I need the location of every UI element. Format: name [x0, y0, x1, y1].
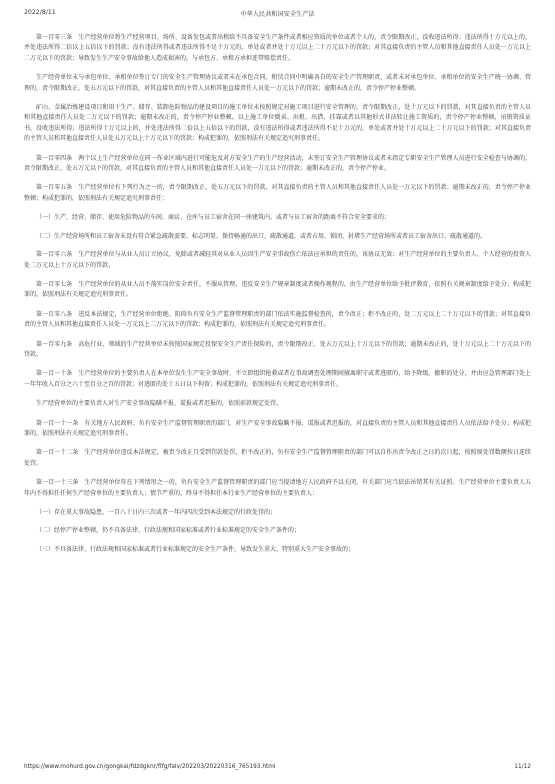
article-103-para-3: 矿山、金属冶炼建设项目和用于生产、储存、装卸危险物品的建设项目的施工单位未按照规定对施工项目进行安全管理的，责令限期改正，处十万元以下的罚款，对其直接负责的主管人员和其他直接责任人员处二万元以下的罚款；逾期未改正的，责令停产停业整顿。以上施工单位倒卖、出租、出借、挂靠或者以其他形式非法转让施工资质的，责令停产停业整顿，吊销资质证书，没收违法所得；违法所得十万元以上的，并处违法所得二倍以上五倍以下的罚款，没有违法所得或者违法所得不足十万元的，单处或者并处十万元以上二十万元以下的罚款；对其直接负责的主管人员和其他直接责任人员处五万元以上十万元以下的罚款；构成犯罪的，依照刑法有关规定追究刑事责任。 [24, 104, 531, 143]
page-footer [24, 764, 531, 776]
article-109: 第一百零九条 高危行业、领域的生产经营单位未按照国家规定投保安全生产责任保险的，责令限期改正，处五万元以上十万元以下的罚款；逾期未改正的，处十万元以上二十万元以下的罚款。 [24, 340, 531, 358]
article-105-item-1: （一）生产、经营、储存、使用危险物品的车间、商店、仓库与员工宿舍在同一座建筑内，或者与员工宿舍的距离不符合安全要求的； [36, 214, 391, 222]
article-107: 第一百零七条 生产经营单位的从业人员不落实岗位安全责任，不服从管理，违反安全生产规章制度或者操作规程的，由生产经营单位给予批评教育，依照有关规章制度给予处分；构成犯罪的，依照刑法有关规定追究刑事责任。 [24, 280, 531, 299]
article-110-para-2: 生产经营单位的主要负责人对生产安全事故隐瞒不报、谎报或者迟报的，依照前款规定处罚。 [36, 400, 283, 408]
article-111: 第一百一十一条 有关地方人民政府、负有安全生产监督管理职责的部门，对生产安全事故隐瞒不报、谎报或者迟报的，对直接负责的主管人员和其他直接责任人员依法给予处分；构成犯罪的，依照刑法有关规定追究刑事责任。 [24, 419, 531, 437]
page-number: 11/12 [514, 764, 531, 770]
document-body [24, 33, 531, 563]
source-url: https://www.mohurd.gov.cn/gongkai/fdzdgknr/flfg/falv/202203/20220316_765193.html [24, 764, 276, 770]
article-113-item-2: （二）经停产停业整顿，仍不具备法律、行政法规和国家标准或者行业标准规定的安全生产条件的； [36, 527, 301, 535]
article-110-para-1: 第一百一十条 生产经营单位的主要负责人在本单位发生生产安全事故时，不立即组织抢救或者在事故调查处理期间擅离职守或者逃匿的，给予降级、撤职的处分，并由应急管理部门处上一年年收入百分之六十至百分之百的罚款；对逃匿的处十五日以下拘留；构成犯罪的，依照刑法有关规定追究刑事责任。 [24, 370, 531, 388]
article-105-item-2: （二）生产经营场所和员工宿舍未设有符合紧急疏散需要、标志明显、保持畅通的出口、疏散通道，或者占用、锁闭、封堵生产经营场所或者员工宿舍出口、疏散通道的。 [36, 232, 487, 240]
article-112: 第一百一十二条 生产经营单位违反本法规定，被责令改正且受到罚款处罚，拒不改正的，负有安全生产监督管理职责的部门可以自作出责令改正之日的次日起，按照原处罚数额按日连续处罚。 [24, 449, 531, 467]
page-header [24, 9, 531, 21]
article-104: 第一百零四条 两个以上生产经营单位在同一作业区域内进行可能危及对方安全生产的生产经营活动，未签订安全生产管理协议或者未指定专职安全生产管理人员进行安全检查与协调的，责令限期改正，处五万元以下的罚款，对其直接负责的主管人员和其他直接责任人员处一万元以下的罚款；逾期未改正的，责令停产停业。 [24, 154, 531, 173]
article-113-item-1: （一）存在重大事故隐患，一百八十日内三次或者一年内四次受到本法规定的行政处罚的； [36, 509, 277, 516]
article-103-para-1: 第一百零三条 生产经营单位将生产经营项目、场所、设备发包或者出租给不具备安全生产条件或者相应资质的单位或者个人的，责令限期改正，没收违法所得；违法所得十万元以上的，并处违法所得二倍以上五倍以下的罚款；没有违法所得或者违法所得不足十万元的，单处或者并处十万元以上二十万元以下的罚款；对其直接负责的主管人员和其他直接责任人员处一万元以上二万元以下的罚款；导致发生生产安全事故给他人造成损害的，与承包方、承租方承担连带赔偿责任。 [24, 34, 531, 62]
document-title: 中华人民共和国安全生产法 [240, 11, 315, 18]
print-date: 2022/8/11 [24, 9, 56, 16]
article-105: 第一百零五条 生产经营单位有下列行为之一的，责令限期改正，处五万元以下的罚款，对其直接负责的主管人员和其他直接责任人员处一万元以下的罚款；逾期未改正的，责令停产停业整顿；构成犯罪的，依照刑法有关规定追究刑事责任： [24, 184, 531, 202]
article-113-item-3: （三）不具备法律、行政法规和国家标准或者行业标准规定的安全生产条件，导致发生重大、特别重大生产安全事故的； [36, 545, 355, 553]
article-103-para-2: 生产经营单位未与承包单位、承租单位签订专门的安全生产管理协议或者未在承包合同、租赁合同中明确各自的安全生产管理职责，或者未对承包单位、承租单位的安全生产统一协调、管理的，责令限期改正，处五万元以下的罚款，对其直接负责的主管人员和其他直接责任人员处一万元以下的罚款；逾期未改正的，责令停产停业整顿。 [24, 74, 531, 92]
article-108: 第一百零八条 违反本法规定，生产经营单位拒绝、阻碍负有安全生产监督管理职责的部门依法实施监督检查的，责令改正；拒不改正的，处二万元以上二十万元以下的罚款；对其直接负责的主管人员和其他直接责任人员处一万元以上二万元以下的罚款；构成犯罪的，依照刑法有关规定追究刑事责任。 [24, 310, 531, 329]
article-106: 第一百零六条 生产经营单位与从业人员订立协议，免除或者减轻其对从业人员因生产安全事故伤亡依法应承担的责任的，该协议无效；对生产经营单位的主要负责人、个人经营的投资人处二万元以上十万元以下的罚款。 [24, 251, 531, 269]
article-113: 第一百一十三条 生产经营单位存在下列情形之一的，负有安全生产监督管理职责的部门应当提请地方人民政府予以关闭，有关部门应当依法吊销其有关证照。生产经营单位主要负责人五年内不得担任任何生产经营单位的主要负责人；情节严重的，终身不得担任本行业生产经营单位的主要负责人： [24, 479, 531, 497]
